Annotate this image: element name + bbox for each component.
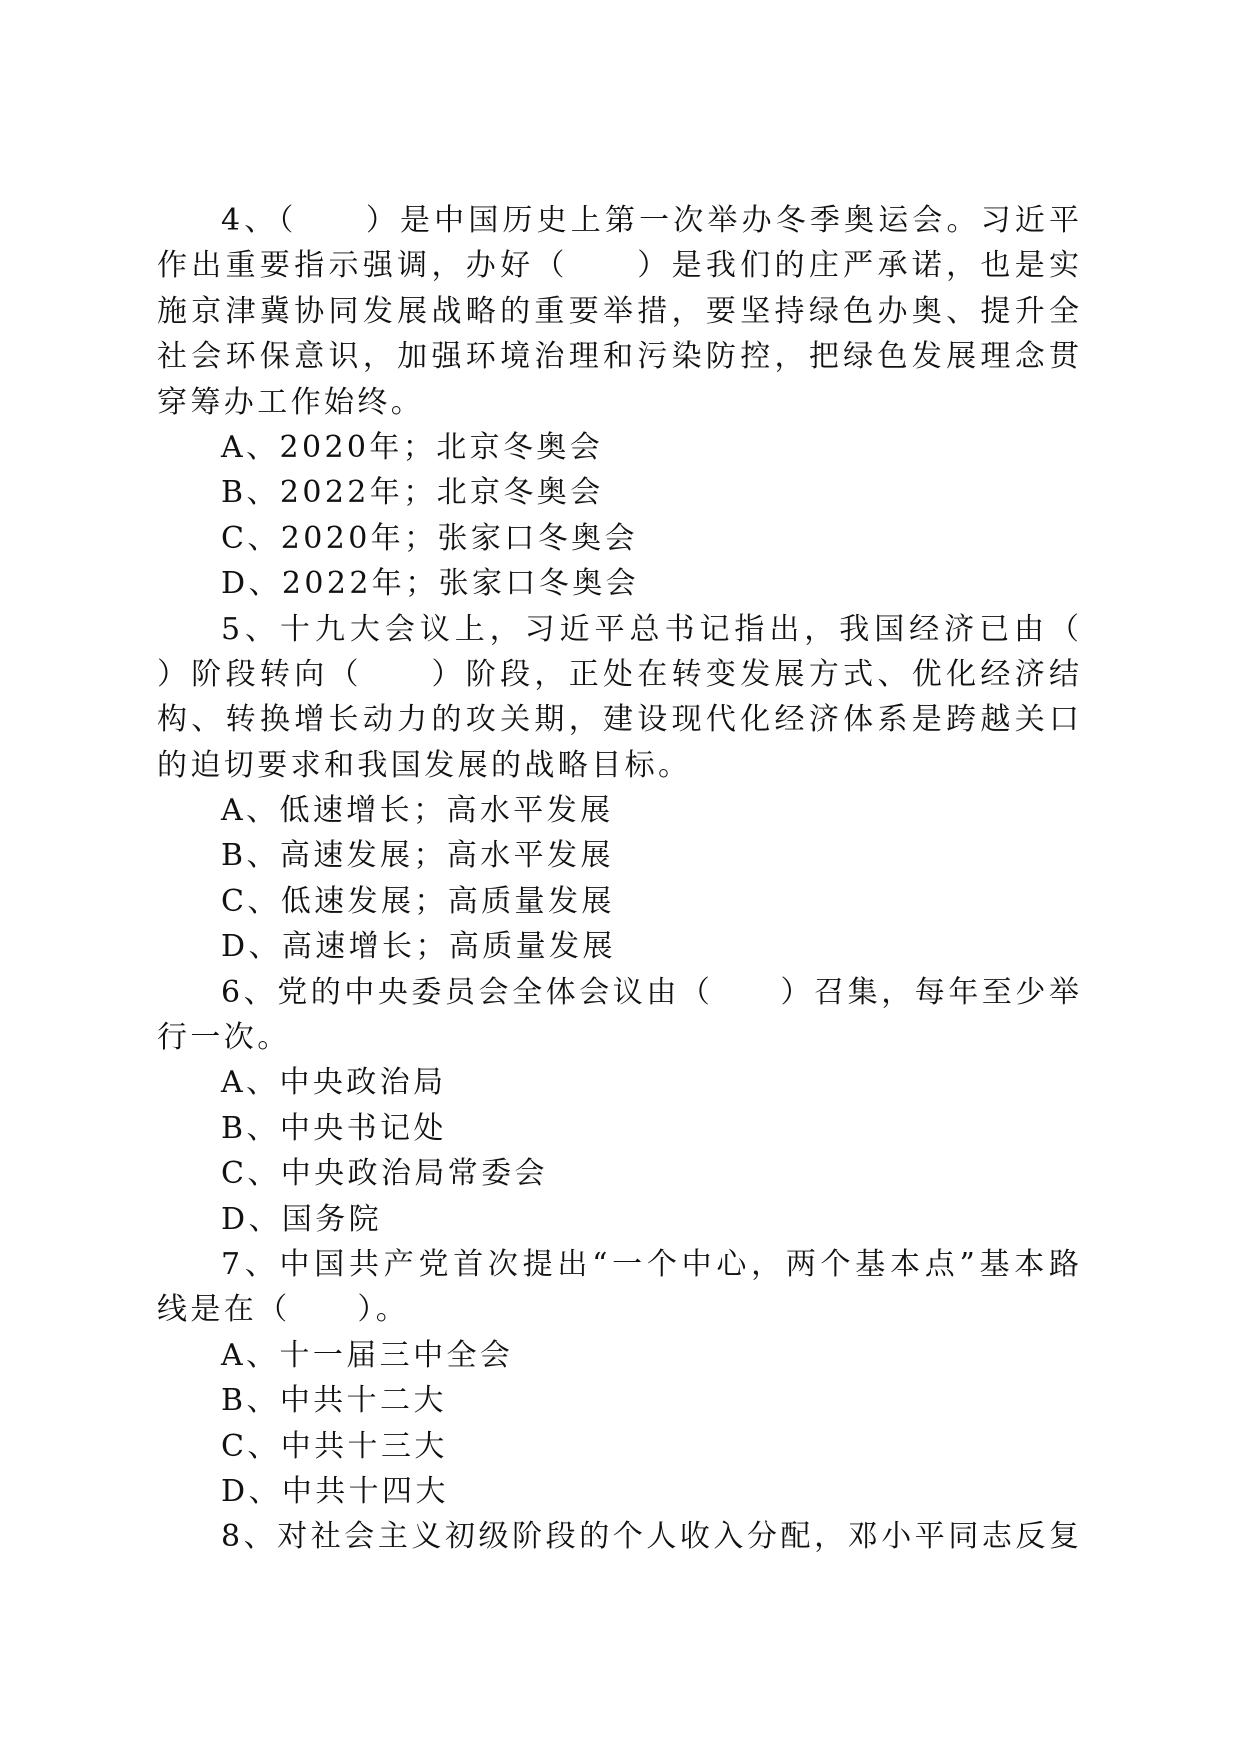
question-7-line-1: 7、中国共产党首次提出“一个中心，两个基本点”基本路 (221, 1246, 1079, 1282)
question-5-line-1: 5、十九大会议上，习近平总书记指出，我国经济已由（ (221, 611, 1079, 647)
question-7-option-b: B、中共十二大 (221, 1383, 447, 1419)
question-5-line-2: ）阶段转向（ ）阶段，正处在转变发展方式、优化经济结 (157, 656, 1079, 692)
question-4-line-2: 作出重要指示强调，办好（ ）是我们的庄严承诺，也是实 (157, 248, 1079, 284)
question-5-option-b: B、高速发展；高水平发展 (221, 838, 614, 874)
document-page (157, 198, 1079, 1560)
question-4-line-4: 社会环保意识，加强环境治理和污染防控，把绿色发展理念贯 (157, 339, 1079, 375)
question-6-line-2: 行一次。 (157, 1020, 291, 1056)
question-5-line-4: 的迫切要求和我国发展的战略目标。 (157, 747, 692, 783)
question-5-option-c: C、低速发展；高质量发展 (221, 883, 615, 919)
question-4-line-1: 4、（ ）是中国历史上第一次举办冬季奥运会。习近平 (221, 203, 1079, 238)
question-4-option-a: A、2020年；北京冬奥会 (221, 429, 604, 465)
question-7-option-d: D、中共十四大 (221, 1473, 449, 1509)
question-8-line-1: 8、对社会主义初级阶段的个人收入分配，邓小平同志反复 (221, 1519, 1079, 1555)
question-7-option-a: A、十一届三中全会 (221, 1337, 514, 1373)
question-4-option-d: D、2022年；张家口冬奥会 (221, 566, 640, 602)
question-5-line-3: 构、转换增长动力的攻关期，建设现代化经济体系是跨越关口 (157, 702, 1079, 738)
question-6-option-d: D、国务院 (221, 1201, 383, 1237)
question-4-line-5: 穿筹办工作始终。 (157, 384, 425, 420)
question-5-option-d: D、高速增长；高质量发展 (221, 929, 616, 965)
question-5-option-a: A、低速增长；高水平发展 (221, 793, 614, 829)
question-6-option-a: A、中央政治局 (221, 1065, 447, 1101)
question-4-line-3: 施京津冀协同发展战略的重要举措，要坚持绿色办奥、提升全 (157, 293, 1079, 329)
question-6-option-c: C、中央政治局常委会 (221, 1156, 548, 1192)
question-4-option-c: C、2020年；张家口冬奥会 (221, 520, 638, 556)
question-4-option-b: B、2022年；北京冬奥会 (221, 475, 604, 511)
question-6-option-b: B、中央书记处 (221, 1110, 447, 1146)
question-7-line-2: 线是在（ ）。 (157, 1292, 410, 1328)
question-7-option-c: C、中共十三大 (221, 1428, 448, 1464)
question-6-line-1: 6、党的中央委员会全体会议由（ ）召集，每年至少举 (221, 974, 1079, 1010)
